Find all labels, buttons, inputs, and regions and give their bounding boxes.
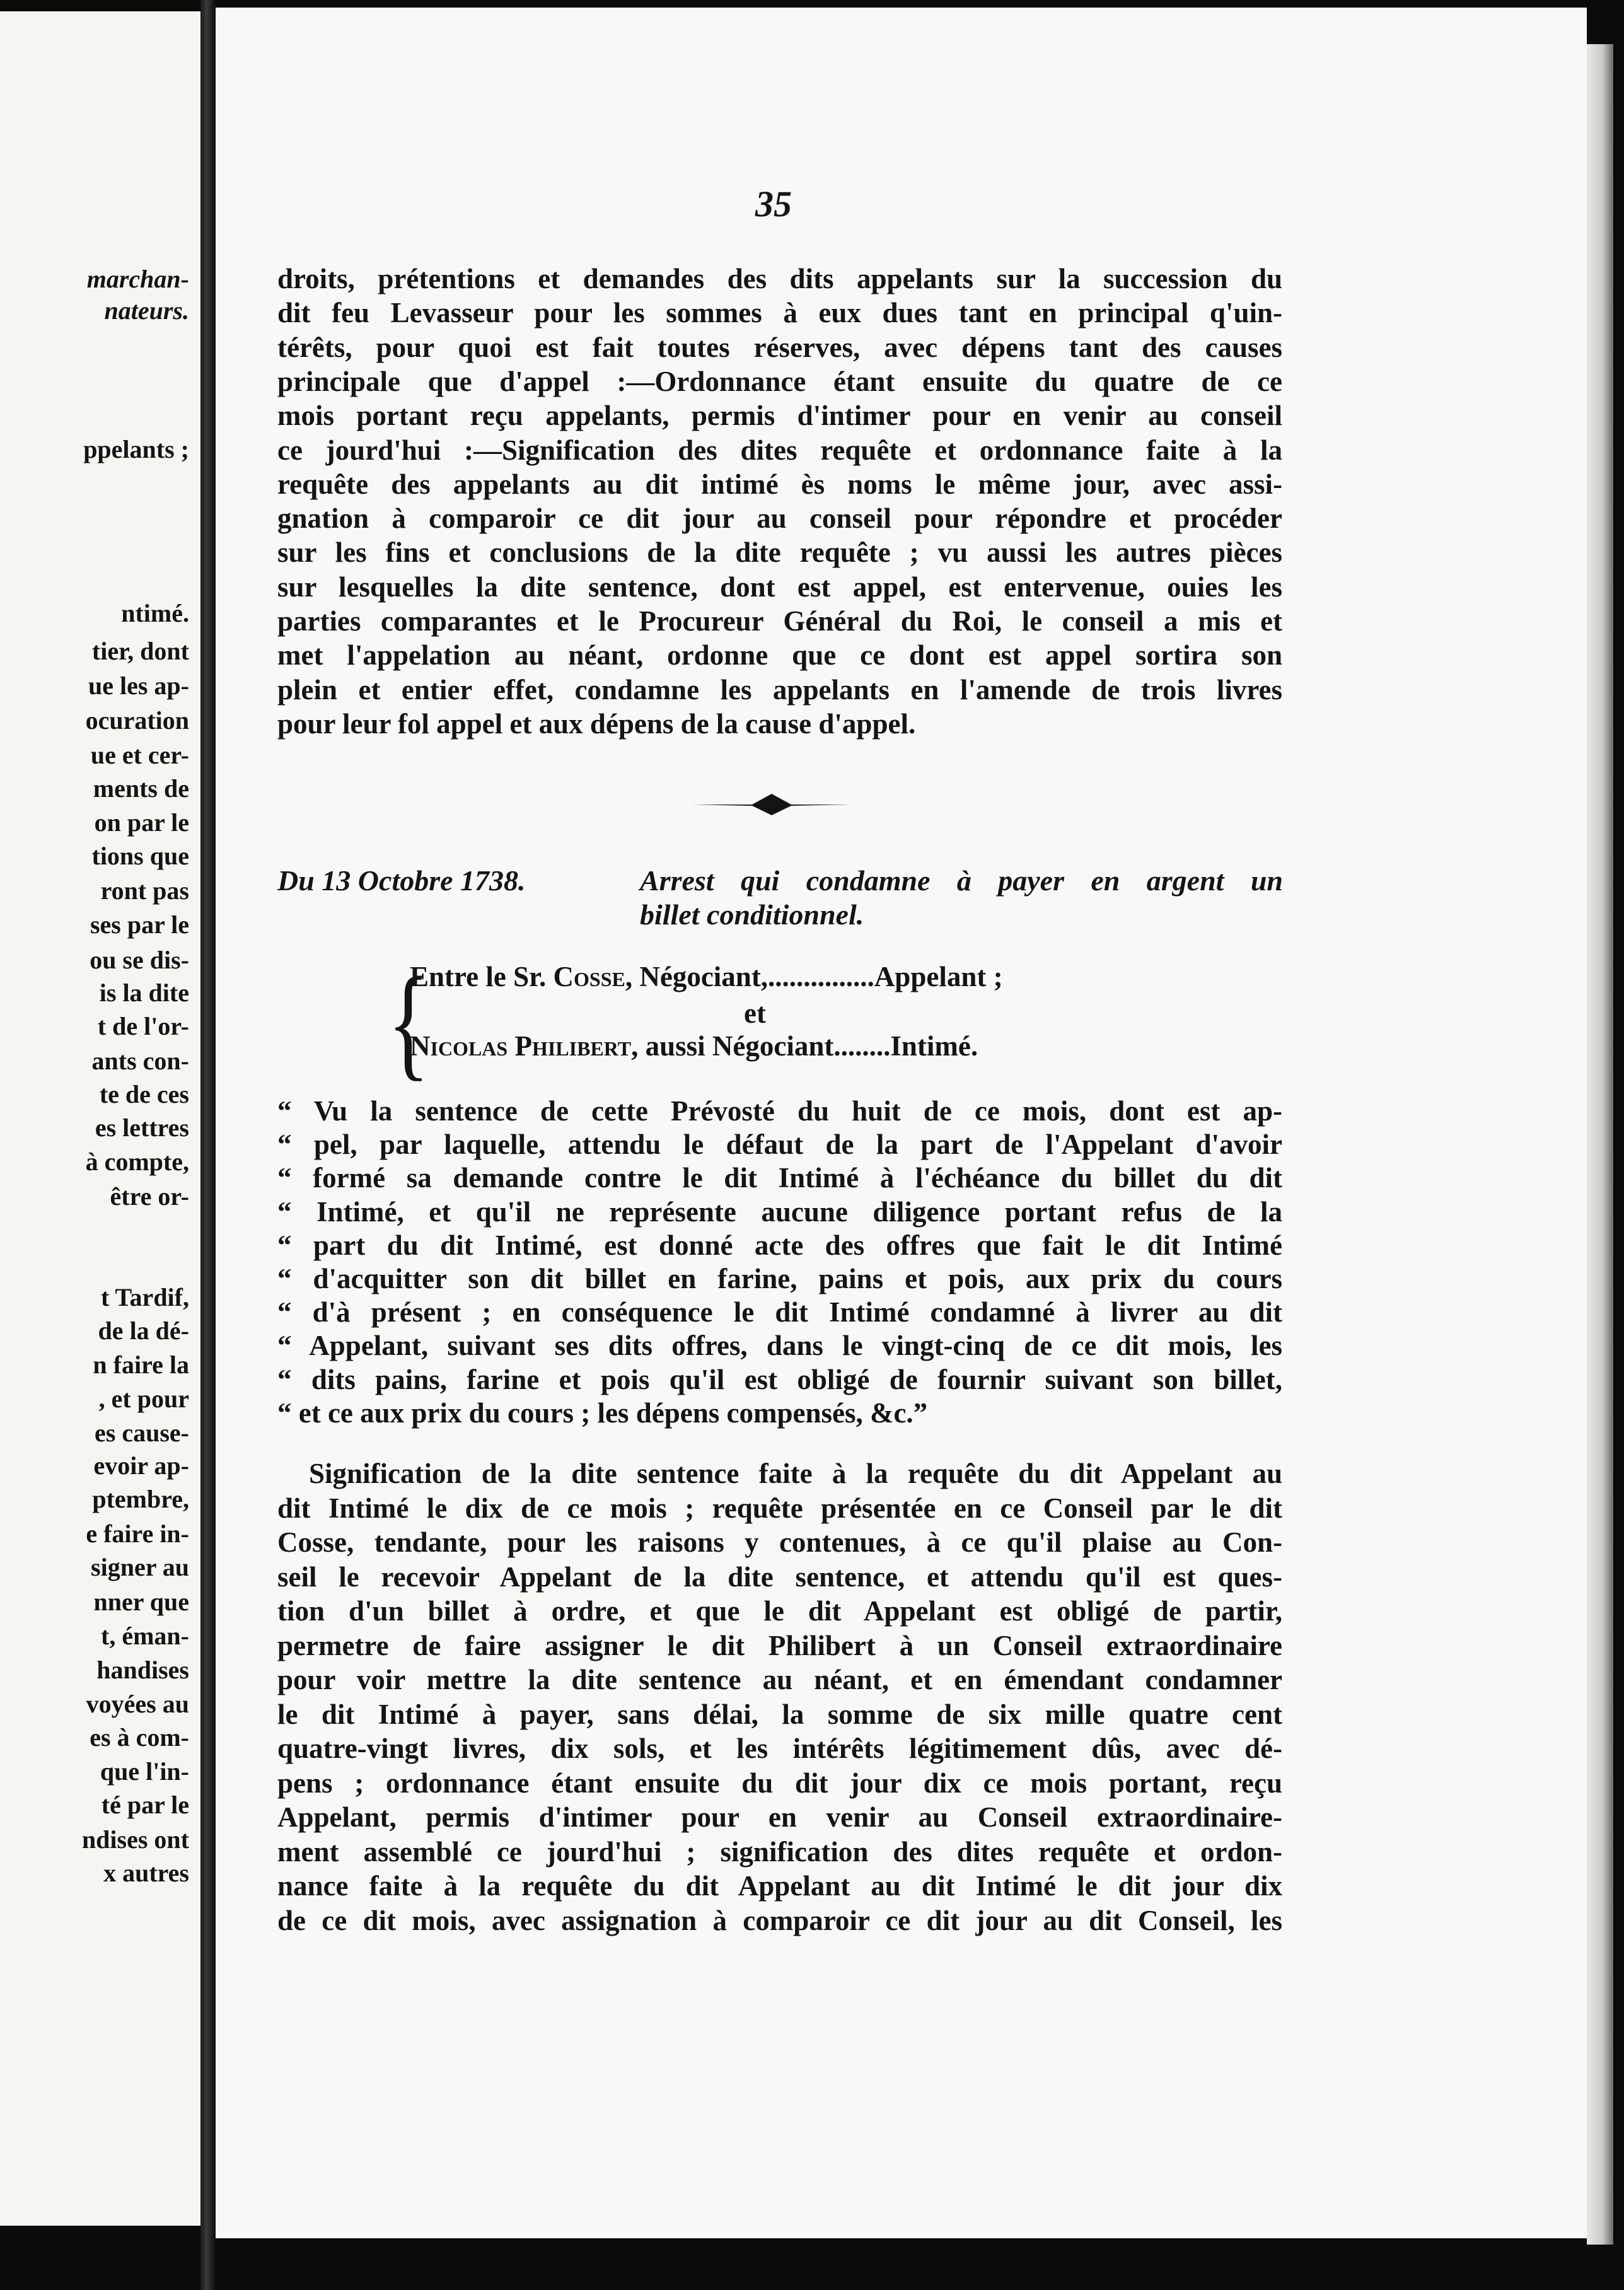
facing-page-line: is la dite	[99, 979, 189, 1007]
facing-page-line: n faire la	[93, 1351, 189, 1379]
text-line: pour leur fol appel et aux dépens de la cause d'appel.	[277, 707, 916, 740]
text-line: “ pel, par laquelle, attendu le défaut de la part de l'Appelant d'avoir	[277, 1129, 1282, 1161]
facing-page-line: x autres	[103, 1859, 189, 1887]
text-line: “ et ce aux prix du cours ; les dépens compensés, &c.”	[277, 1397, 928, 1429]
text-line: Cosse, tendante, pour les raisons y contenues, à ce qu'il plaise au Con-	[277, 1526, 1282, 1558]
facing-page-line: , et pour	[98, 1385, 189, 1413]
facing-page-line: à compte,	[85, 1148, 189, 1176]
facing-page-line: ocuration	[85, 706, 189, 735]
text-line: pour voir mettre la dite sentence au néant, et en émendant condamner	[277, 1664, 1282, 1695]
page-number: 35	[755, 183, 792, 224]
facing-page-line: té par le	[101, 1791, 189, 1819]
facing-page-line: ppelants ;	[83, 435, 189, 463]
text-line: ce jourd'hui :—Signification des dites requête et ordonnance faite à la	[277, 434, 1282, 466]
text-line: “ Appelant, suivant ses dits offres, dans le vingt-cinq de ce dit mois, les	[277, 1330, 1282, 1362]
facing-page-line: marchan-	[86, 265, 189, 293]
facing-page-line: ntimé.	[121, 599, 189, 627]
text-line: “ formé sa demande contre le dit Intimé à l'échéance du billet du dit	[277, 1162, 1282, 1194]
text-line: droits, prétentions et demandes des dits appelants sur la succession du	[277, 263, 1282, 294]
text-line: “ part du dit Intimé, est donné acte des offres que fait le dit Intimé	[277, 1229, 1282, 1261]
text-line: dit Intimé le dix de ce mois ; requête présentée en ce Conseil par le dit	[277, 1492, 1282, 1524]
facing-page-line: es à com-	[90, 1723, 189, 1752]
text-line: parties comparantes et le Procureur Général du Roi, le conseil a mis et	[277, 605, 1282, 637]
facing-page-line: es lettres	[95, 1113, 189, 1142]
facing-page-line: e faire in-	[86, 1520, 189, 1548]
text-line: de ce dit mois, avec assignation à comparoir ce dit jour au dit Conseil, les	[277, 1904, 1282, 1936]
text-line: térêts, pour quoi est fait toutes réserves, avec dépens tant des causes	[277, 331, 1282, 363]
book-gutter	[200, 0, 216, 2290]
text-line: plein et entier effet, condamne les appelants en l'amende de trois livres	[277, 673, 1282, 706]
facing-page-line: on par le	[94, 808, 189, 837]
facing-page-line: ptembre,	[92, 1485, 189, 1513]
text-line: dit feu Levasseur pour les sommes à eux dues tant en principal q'uin-	[277, 297, 1282, 329]
text-line: gnation à comparoir ce dit jour au conseil pour répondre et procéder	[277, 503, 1282, 535]
party-respondent: Nicolas Philibert, aussi Négociant........Intimé.	[410, 1030, 978, 1062]
text-line: Signification de la dite sentence faite à la requête du dit Appelant au	[309, 1458, 1282, 1489]
facing-page-line: nateurs.	[104, 296, 189, 325]
facing-page-line: t de l'or-	[97, 1012, 189, 1040]
facing-page-line: que l'in-	[100, 1757, 189, 1786]
decree-date: Du 13 Octobre 1738.	[277, 864, 526, 897]
facing-page-fragment	[0, 11, 200, 2226]
text-line: tion d'un billet à ordre, et que le dit Appelant est obligé de partir,	[277, 1595, 1282, 1627]
text-line: “ Intimé, et qu'il ne représente aucune diligence portant refus de la	[277, 1195, 1282, 1228]
facing-page-line: ront pas	[100, 876, 189, 905]
text-line: ment assemblé ce jourd'hui ; signification des dites requête et ordon-	[277, 1835, 1282, 1868]
facing-page-line: de la dé-	[98, 1316, 189, 1345]
facing-page-line: ments de	[93, 774, 189, 803]
decree-title-line-1: Arrest qui condamne à payer en argent un	[640, 864, 1283, 897]
text-line: mois portant reçu appelants, permis d'intimer pour en venir au conseil	[277, 400, 1282, 432]
page-edge	[1587, 44, 1613, 2245]
decree-title	[640, 864, 1283, 932]
text-line: requête des appelants au dit intimé ès noms le même jour, avec assi-	[277, 468, 1282, 500]
text-line: permetre de faire assigner le dit Philibert à un Conseil extraordinaire	[277, 1629, 1282, 1661]
text-line: met l'appelation au néant, ordonne que ce dont est appel sortira son	[277, 639, 1282, 671]
party-appellant: Entre le Sr. Cosse, Négociant,...............Appelant ;	[410, 961, 1003, 992]
text-line: sur lesquelles la dite sentence, dont est appel, est entervenue, ouies les	[277, 571, 1282, 603]
facing-page-line: voyées au	[86, 1690, 189, 1718]
facing-page-line: ue et cer-	[90, 741, 189, 769]
text-line: pens ; ordonnance étant ensuite du dit jour dix ce mois portant, reçu	[277, 1767, 1282, 1799]
facing-page-line: evoir ap-	[93, 1451, 189, 1480]
text-line: Appelant, permis d'intimer pour en venir au Conseil extraordinaire-	[277, 1801, 1282, 1833]
facing-page-line: signer au	[91, 1553, 189, 1581]
facing-page-line: être or-	[110, 1182, 189, 1211]
text-line: quatre-vingt livres, dix sols, et les intérêts légitimement dûs, avec dé-	[277, 1733, 1282, 1764]
facing-page-line: t, éman-	[101, 1622, 189, 1650]
facing-page-line: tier, dont	[91, 637, 189, 665]
facing-page-line: tions que	[91, 842, 189, 870]
facing-page-line: handises	[96, 1656, 189, 1684]
parties-brace: {	[387, 953, 430, 1092]
text-line: nance faite à la requête du dit Appelant au dit Intimé le dit jour dix	[277, 1870, 1282, 1902]
facing-page-line: ses par le	[90, 910, 189, 939]
facing-page-line: ants con-	[91, 1047, 189, 1075]
text-line: “ Vu la sentence de cette Prévosté du huit de ce mois, dont est ap-	[277, 1095, 1282, 1127]
facing-page-line: es cause-	[95, 1419, 189, 1447]
ornament-divider	[692, 790, 851, 819]
facing-page-line: ndises ont	[81, 1825, 189, 1854]
text-line: seil le recevoir Appelant de la dite sentence, et attendu qu'il est ques-	[277, 1561, 1282, 1593]
parties-connector: et	[744, 997, 766, 1029]
facing-page-line: t Tardif,	[100, 1283, 189, 1311]
facing-page-line: te de ces	[99, 1080, 189, 1108]
text-line: le dit Intimé à payer, sans délai, la somme de six mille quatre cent	[277, 1698, 1282, 1730]
facing-page-line: ue les ap-	[88, 671, 189, 700]
facing-page-line: ou se dis-	[90, 946, 189, 974]
text-line: “ d'à présent ; en conséquence le dit Intimé condamné à livrer au dit	[277, 1296, 1282, 1328]
facing-page-line: nner que	[93, 1588, 189, 1616]
text-line: principale que d'appel :—Ordonnance étant ensuite du quatre de ce	[277, 365, 1282, 397]
decree-title-line-2: billet conditionnel.	[640, 898, 864, 931]
text-line: “ dits pains, farine et pois qu'il est obligé de fournir suivant son billet,	[277, 1363, 1282, 1395]
text-line: “ d'acquitter son dit billet en farine, pains et pois, aux prix du cours	[277, 1263, 1282, 1294]
text-line: sur les fins et conclusions de la dite requête ; vu aussi les autres pièces	[277, 537, 1282, 569]
respondent-name: Nicolas Philibert	[410, 1030, 632, 1062]
appellant-name: Cosse	[553, 961, 625, 992]
